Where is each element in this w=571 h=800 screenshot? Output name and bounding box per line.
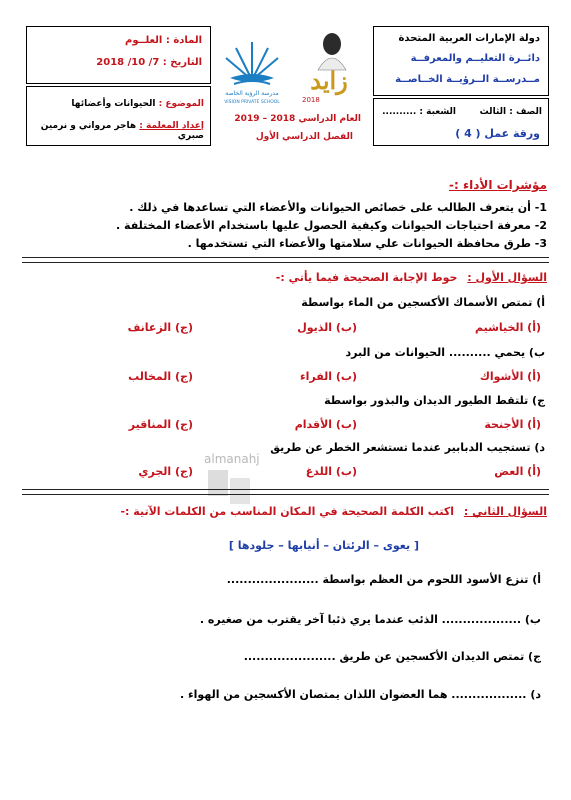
q2-item: أ) تنزع الأسود اللحوم من العظم بواسطة ...................... [226,573,541,586]
header-subject-box [26,26,211,84]
divider [22,257,549,263]
school-logo-en-text: VISION PRIVATE SCHOOL [224,100,280,105]
watermark [204,452,260,466]
header-topic-box [26,86,211,146]
section-label: الشعبة : .......... [382,107,456,117]
school-logo-icon [216,30,288,110]
q1-option: (ج) المناقير [128,418,193,431]
q1-stem: د) تستجيب الدبابير عندما تستشعر الخطر عن طريق [270,441,545,454]
q1-option: (ب) الأقدام [294,418,357,431]
q1-option: (أ) الأجنحة [484,418,541,431]
q1-header [276,271,547,284]
q2-title: السؤال الثاني : [463,505,547,518]
teacher-label: إعداد المعلمة : [139,121,204,131]
school-logo [216,30,288,110]
academic-term: الفصل الدراسي الأول [255,132,353,142]
q1-instruction: حوط الإجابة الصحيحة فيما يأتي :- [275,271,458,284]
q2-header [120,505,547,518]
grade-label: الصف : الثالث [479,107,542,117]
teacher-row [27,121,204,141]
watermark-logo [200,466,260,510]
subject-label: المادة : العلــوم [125,35,202,46]
date-label: التاريخ : 7/ 10/ 2018 [96,57,202,68]
q1-stem: أ) تمتص الأسماك الأكسجين من الماء بواسطة [301,296,545,309]
school-name: مــدرســة الــرؤيــة الخــاصــة [395,74,540,85]
country-name: دولة الإمارات العربية المتحدة [398,33,540,44]
worksheet-label: ورقة عمل ( 4 ) [455,127,540,140]
q1-option: (أ) العض [494,465,541,478]
watermark-logo-icon [200,466,260,510]
academic-year: العام الدراسي 2018 – 2019 [234,114,361,124]
q1-option: (ب) اللدغ [305,465,357,478]
watermark-text: almanahj [204,452,260,466]
q1-title: السؤال الأول : [467,271,547,284]
q1-option: (أ) الأشواك [479,370,541,383]
indicator-item: 2- معرفة احتياجات الحيوانات وكيفية الحصول عليها باستخدام الأعضاء المختلفة . [116,219,547,232]
q2-instruction: اكتب الكلمة الصحيحة في المكان المناسب من الكلمات الآتية :- [120,505,454,518]
q2-item: د) .................. هما العضوان اللذان يمتصان الأكسجين من الهواء . [180,688,541,701]
q1-stem: ب) يحمي .......... الحيوانات من البرد [345,346,545,359]
topic-row [71,99,204,109]
q1-option: (ج) المخالب [128,370,193,383]
topic-value: الحيوانات وأعضائها [71,99,156,109]
indicator-item: 3- طرق محافظة الحيوانات علي سلامتها والأعضاء التي تستخدمها . [187,237,547,250]
indicator-item: 1- أن يتعرف الطالب على خصائص الحيوانات والأعضاء التي تساعدها في ذلك . [129,201,547,214]
q2-item: ج) تمتص الديدان الأكسجين عن طريق ...................... [243,650,541,663]
q1-option: (ج) الزعانف [127,321,193,334]
q1-option: (أ) الخياشيم [474,321,541,334]
q1-option: (ب) الفراء [300,370,357,383]
zayed-year-text: 2018 [302,96,320,104]
header-class-box [373,98,549,146]
header-school-box [373,26,549,96]
q1-stem: ج) تلتقط الطيور الديدان والبذور بواسطة [324,394,545,407]
q2-item: ب) ................... الذئب عندما يري ذئبا آخر يقترب من صغيره . [199,613,541,626]
q1-option: (ب) الذيول [297,321,357,334]
q1-option: (ج) الجري [138,465,193,478]
topic-label: الموضوع : [158,99,204,109]
zayed-logo-text: زايد [310,66,348,95]
q2-word-bank: [ يعوى – الرئتان – أنيابها – جلودها ] [228,539,419,552]
divider [22,489,549,495]
school-logo-ar-text: مدرسة الرؤية الخاصة [225,90,279,97]
teacher-value: هاجر مرواني و نرمين صبري [40,121,204,141]
ministry-name: دائــرة التعليــم والمعرفــة [410,53,540,64]
indicators-title: مؤشرات الأداء :- [449,178,547,192]
zayed-year-logo [296,30,362,110]
